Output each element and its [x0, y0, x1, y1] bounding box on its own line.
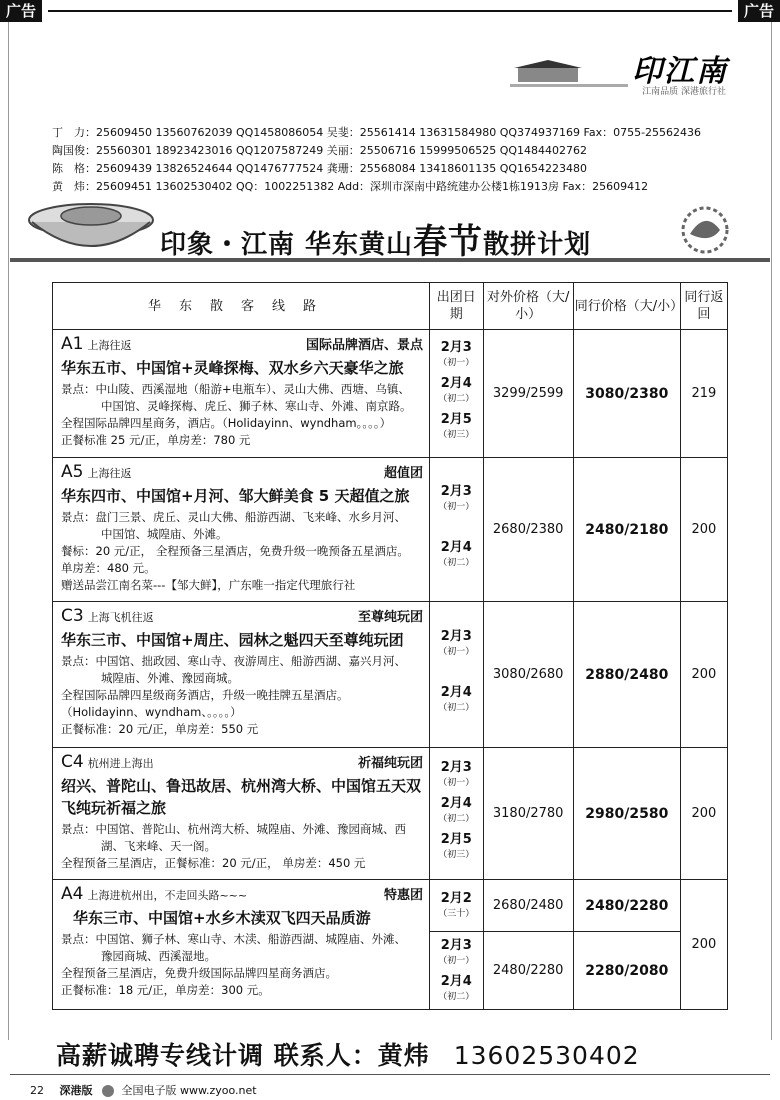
- logo-text: 印江南: [632, 54, 728, 89]
- header-external-price: 对外价格（大/小）: [483, 283, 573, 330]
- rebate: 200: [680, 458, 727, 602]
- external-price: 2680/2380: [483, 458, 573, 602]
- table-header-row: [53, 283, 728, 330]
- ad-label-left: 广告: [0, 0, 42, 22]
- peer-price: 3080/2380: [573, 330, 680, 458]
- site-link: 全国电子版 www.zyoo.net: [121, 1084, 257, 1097]
- departure-dates: 2月2 （三十）: [430, 880, 484, 932]
- header-rebate: 同行返回: [680, 283, 727, 330]
- rebate: 200: [680, 880, 727, 1010]
- peer-price: 2480/2180: [573, 458, 680, 602]
- peer-price: 2980/2580: [573, 748, 680, 880]
- route-cell: C4 杭州进上海出 祈福纯玩团 绍兴、普陀山、鲁迅故居、杭州湾大桥、中国馆五天双飞纯玩祈福之旅 景点：中国馆、普陀山、杭州湾大桥、城隍庙、外滩、豫园商城、西 湖、飞来峰、天一阁。 全程预备三星酒店，正餐标准：20 元/正， 单房差：450 元: [53, 748, 430, 880]
- footer-rule: [10, 1074, 770, 1075]
- departure-dates: 2月3 （初一） 2月4 （初二） 2月5 （初三）: [430, 748, 484, 880]
- table-row: [53, 458, 728, 602]
- departure-dates: 2月3 （初一） 2月4 （初二）: [430, 932, 484, 1010]
- rebate: 200: [680, 602, 727, 748]
- page-number: 22: [30, 1084, 44, 1097]
- external-price: 3299/2599: [483, 330, 573, 458]
- edition: 深港版: [59, 1084, 93, 1097]
- gold-ingot-icon: [26, 200, 156, 258]
- header-date: 出团日期: [430, 283, 484, 330]
- ad-label-right: 广告: [738, 0, 780, 22]
- rebate: 200: [680, 748, 727, 880]
- departure-dates: 2月3 （初一） 2月4 （初二）: [430, 458, 484, 602]
- route-cell: A4 上海进杭州出，不走回头路~~~ 特惠团 华东三市、中国馆+水乡木渎双飞四天品质游 景点：中国馆、狮子林、寒山寺、木渎、船游西湖、城隍庙、外滩、 豫园商城、西溪湿地。 全程预备三星酒店，免费升级国际品牌四星商务酒店。 正餐标准：18 元/正，单房差：300 元。: [53, 880, 430, 1010]
- papercut-decoration-icon: [660, 200, 750, 260]
- external-price: 2480/2280: [483, 932, 573, 1010]
- route-cell: A1 上海往返 国际品牌酒店、景点 华东五市、中国馆+灵峰探梅、双水乡六天豪华之旅 景点：中山陵、西溪湿地（船游+电瓶车）、灵山大佛、西塘、乌镇、 中国馆、灵峰探梅、虎丘、狮子林、寒山寺、外滩、南京路。 全程国际品牌四星商务，酒店。（Holidayinn、wyndham。。。。） 正餐标准 25 元/正，单房差：780 元: [53, 330, 430, 458]
- title-banner: [10, 200, 770, 270]
- left-border: [8, 22, 9, 1040]
- departure-dates: 2月3 （初一） 2月4 （初二） 2月5 （初三）: [430, 330, 484, 458]
- contact-row: 陈 格：25609439 13826524644 QQ1476777524 龚珊：25568084 13418601135 QQ1654223480: [52, 162, 588, 175]
- recruitment-notice: 高薪诚聘专线计调 联系人：黄炜 13602530402: [56, 1041, 640, 1070]
- right-border: [771, 22, 772, 1040]
- contact-row: 黄 炜：25609451 13602530402 QQ：1002251382 Add：深圳市深南中路统建办公楼1栋1913房 Fax：25609412: [52, 180, 649, 193]
- table-row: [53, 330, 728, 458]
- external-price: 2680/2480: [483, 880, 573, 932]
- peer-price: 2480/2280: [573, 880, 680, 932]
- landscape-icon: [510, 58, 630, 98]
- contact-list: [52, 124, 701, 196]
- external-price: 3180/2780: [483, 748, 573, 880]
- routes-table: [52, 282, 728, 1010]
- contact-row: 丁 力：25609450 13560762039 QQ1458086054 吴斐：25561414 13631584980 QQ374937169 Fax：0755-25562436: [52, 126, 702, 139]
- header-peer-price: 同行价格（大/小）: [573, 283, 680, 330]
- table-row: [53, 602, 728, 748]
- peer-price: 2280/2080: [573, 932, 680, 1010]
- external-price: 3080/2680: [483, 602, 573, 748]
- peer-price: 2880/2480: [573, 602, 680, 748]
- contact-row: 陶国俊：25560301 18923423016 QQ1207587249 关丽：25506716 15999506525 QQ1484402762: [52, 144, 588, 157]
- page-title: 印象・江南 华东黄山春节散拼计划: [160, 222, 592, 262]
- logo: [510, 44, 740, 104]
- logo-subtitle: 江南品质 深港旅行社: [642, 87, 726, 97]
- route-cell: A5 上海往返 超值团 华东四市、中国馆+月河、邹大鲜美食 5 天超值之旅 景点：盘门三景、虎丘、灵山大佛、船游西湖、飞来峰、水乡月河、 中国馆、城隍庙、外滩。 餐标：20 元/正， 全程预备三星酒店，免费升级一晚预备五星酒店。 单房差：480 元。 赠送品尝江南名菜---【邹大鲜】，广东唯一指定代理旅行社: [53, 458, 430, 602]
- globe-icon: [102, 1085, 114, 1097]
- top-rule: [48, 10, 732, 12]
- rebate: 219: [680, 330, 727, 458]
- table-row: [53, 748, 728, 880]
- table-row: [53, 880, 728, 932]
- header-route: 华东散客线路: [53, 283, 430, 330]
- route-cell: C3 上海飞机往返 至尊纯玩团 华东三市、中国馆+周庄、园林之魁四天至尊纯玩团 景点：中国馆、拙政园、寒山寺、夜游周庄、船游西湖、嘉兴月河、 城隍庙、外滩、豫园商城。 全程国际品牌四星级商务酒店，升级一晚挂牌五星酒店。 （Holidayinn、wyndham、。。。。） 正餐标准：20 元/正，单房差：550 元: [53, 602, 430, 748]
- footer: [30, 1082, 257, 1098]
- departure-dates: 2月3 （初一） 2月4 （初二）: [430, 602, 484, 748]
